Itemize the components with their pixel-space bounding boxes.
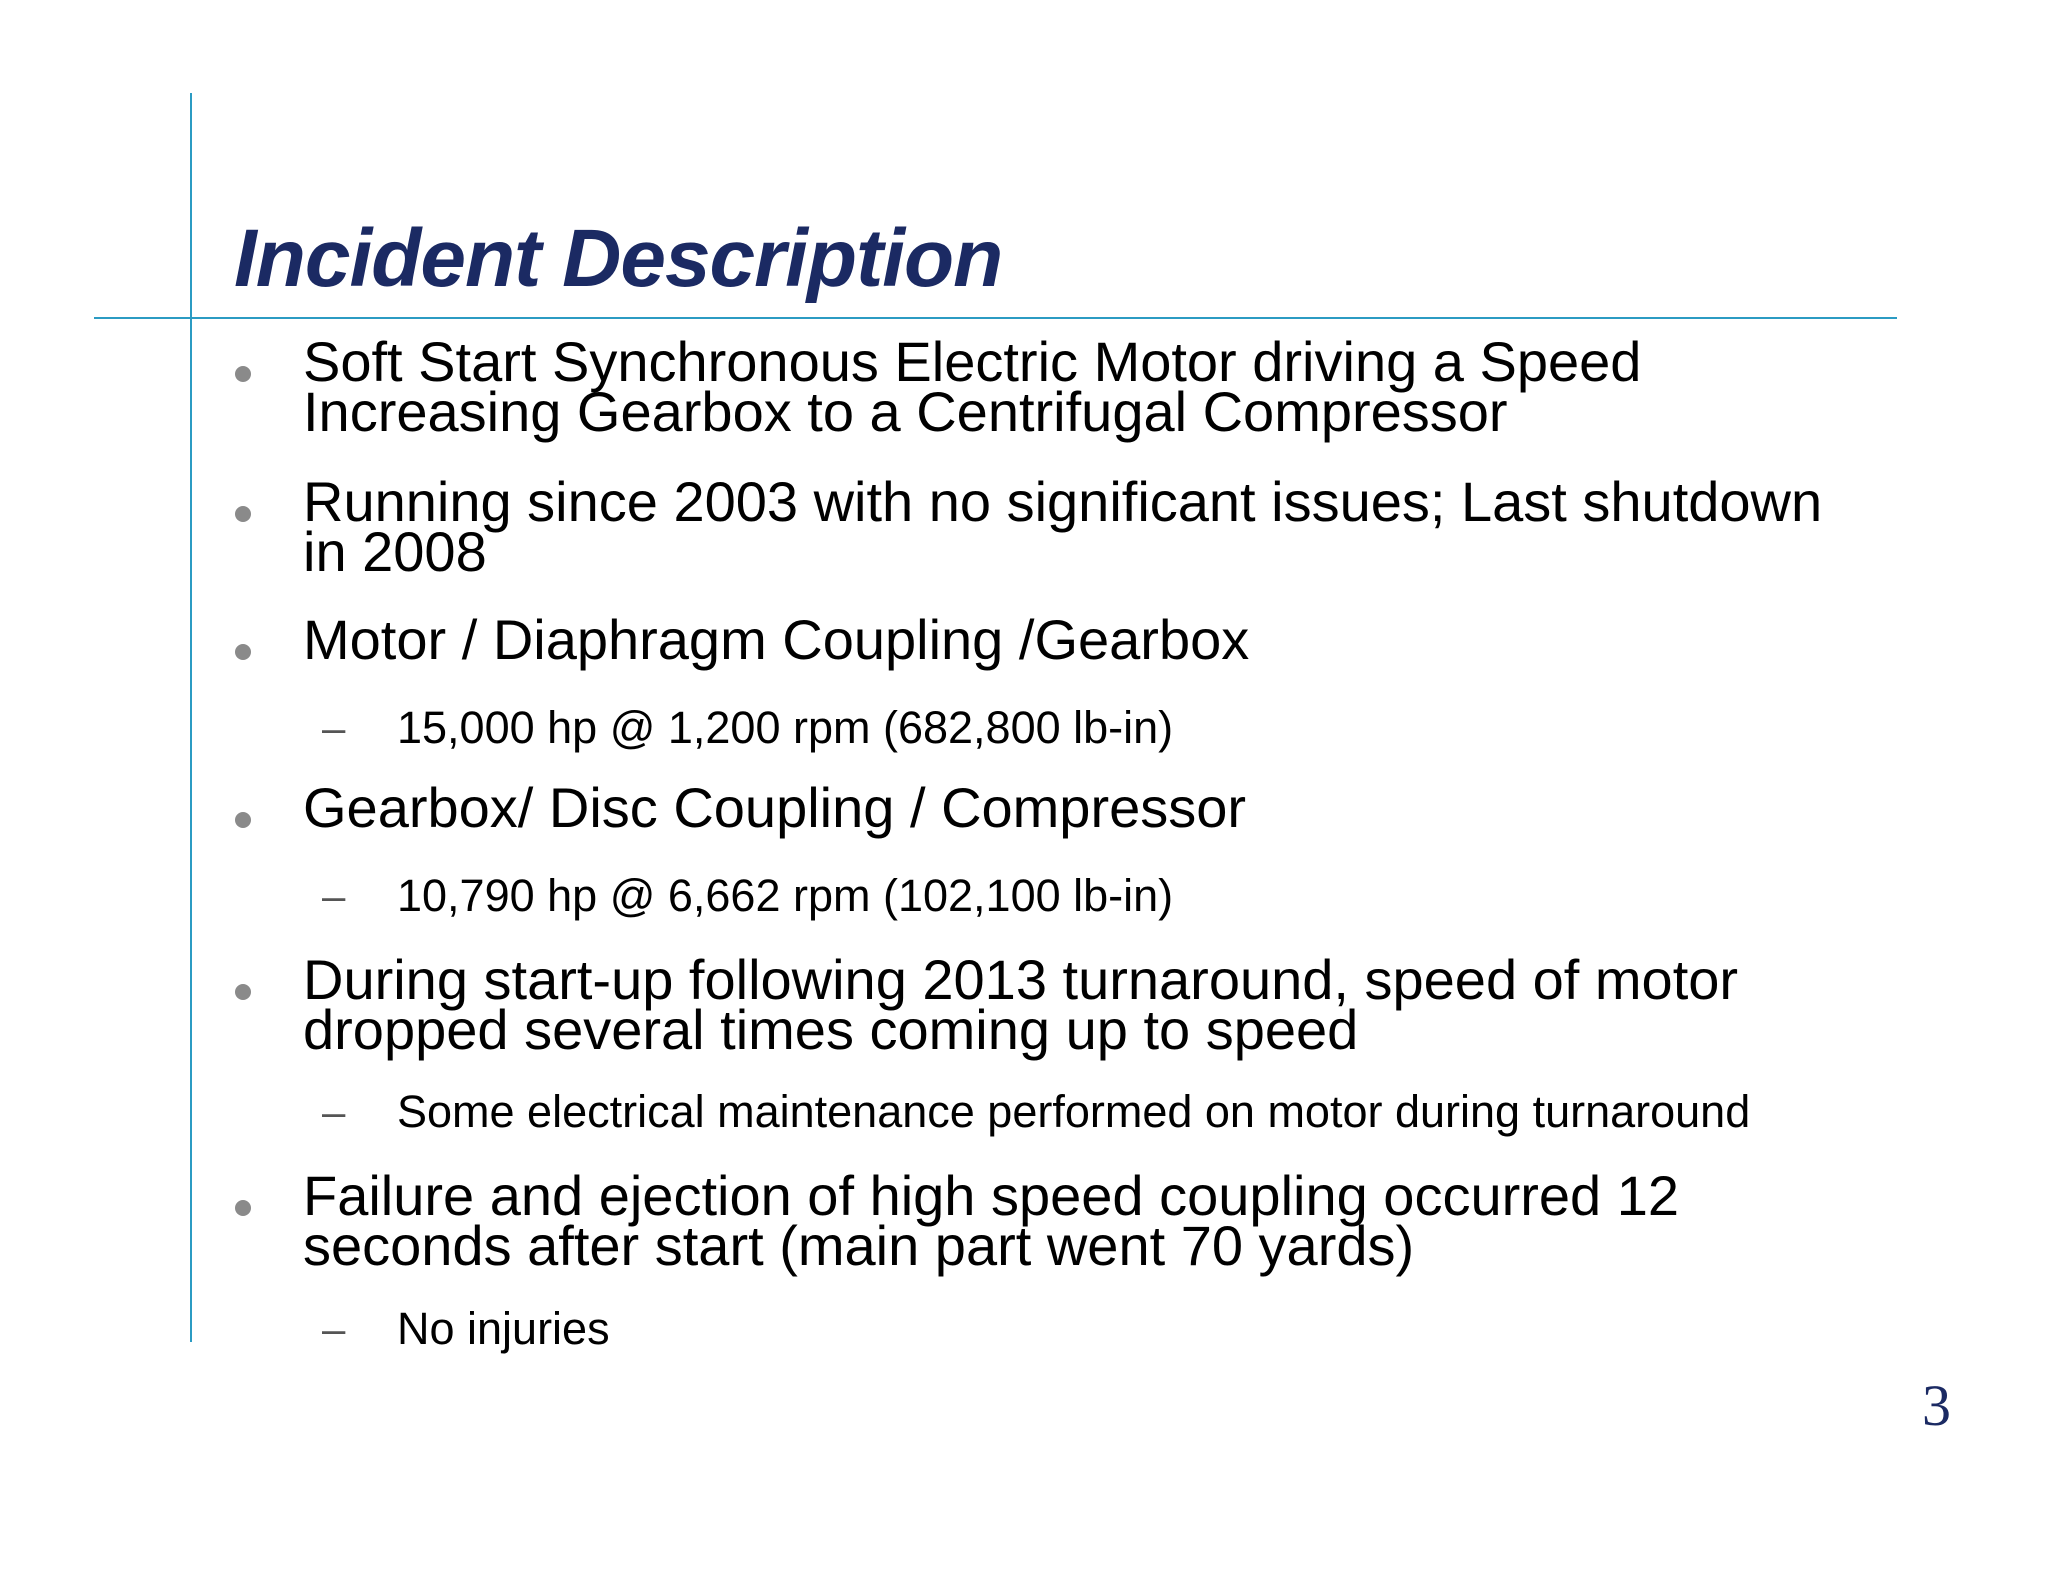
- bullet-text: Running since 2003 with no significant issues; Last shutdown in 2008: [303, 470, 1823, 583]
- sub-bullet-text: 10,790 hp @ 6,662 rpm (102,100 lb-in): [397, 870, 1174, 921]
- dash-icon: –: [322, 1088, 346, 1135]
- bullet-dot-icon: [235, 984, 251, 1000]
- bullet-text: Gearbox/ Disc Coupling / Compressor: [303, 776, 1247, 839]
- bullet-dot-icon: [235, 644, 251, 660]
- bullet-text: Failure and ejection of high speed coupling occurred 12 seconds after start (main part went 70 yards): [303, 1164, 1680, 1277]
- dash-icon: –: [322, 704, 346, 751]
- page-number: 3: [1922, 1373, 1951, 1438]
- bullet-dot-icon: [235, 366, 251, 382]
- sub-bullet-text: Some electrical maintenance performed on motor during turnaround: [397, 1086, 1751, 1137]
- dash-icon: –: [322, 1305, 346, 1352]
- bullet-text: During start-up following 2013 turnaround, speed of motor dropped several times coming up to speed: [303, 948, 1739, 1061]
- dash-icon: –: [322, 872, 346, 919]
- bullet-dot-icon: [235, 812, 251, 828]
- sub-bullet-text: 15,000 hp @ 1,200 rpm (682,800 lb-in): [397, 702, 1174, 753]
- bullet-dot-icon: [235, 1200, 251, 1216]
- bullet-dot-icon: [235, 506, 251, 522]
- vertical-rule: [190, 93, 192, 1342]
- bullet-text: Motor / Diaphragm Coupling /Gearbox: [303, 608, 1250, 671]
- slide-title: Incident Description: [234, 213, 1003, 304]
- bullet-text: Soft Start Synchronous Electric Motor driving a Speed Increasing Gearbox to a Centrifugal Compressor: [303, 330, 1642, 443]
- sub-bullet-text: No injuries: [397, 1303, 610, 1354]
- horizontal-rule: [94, 317, 1897, 319]
